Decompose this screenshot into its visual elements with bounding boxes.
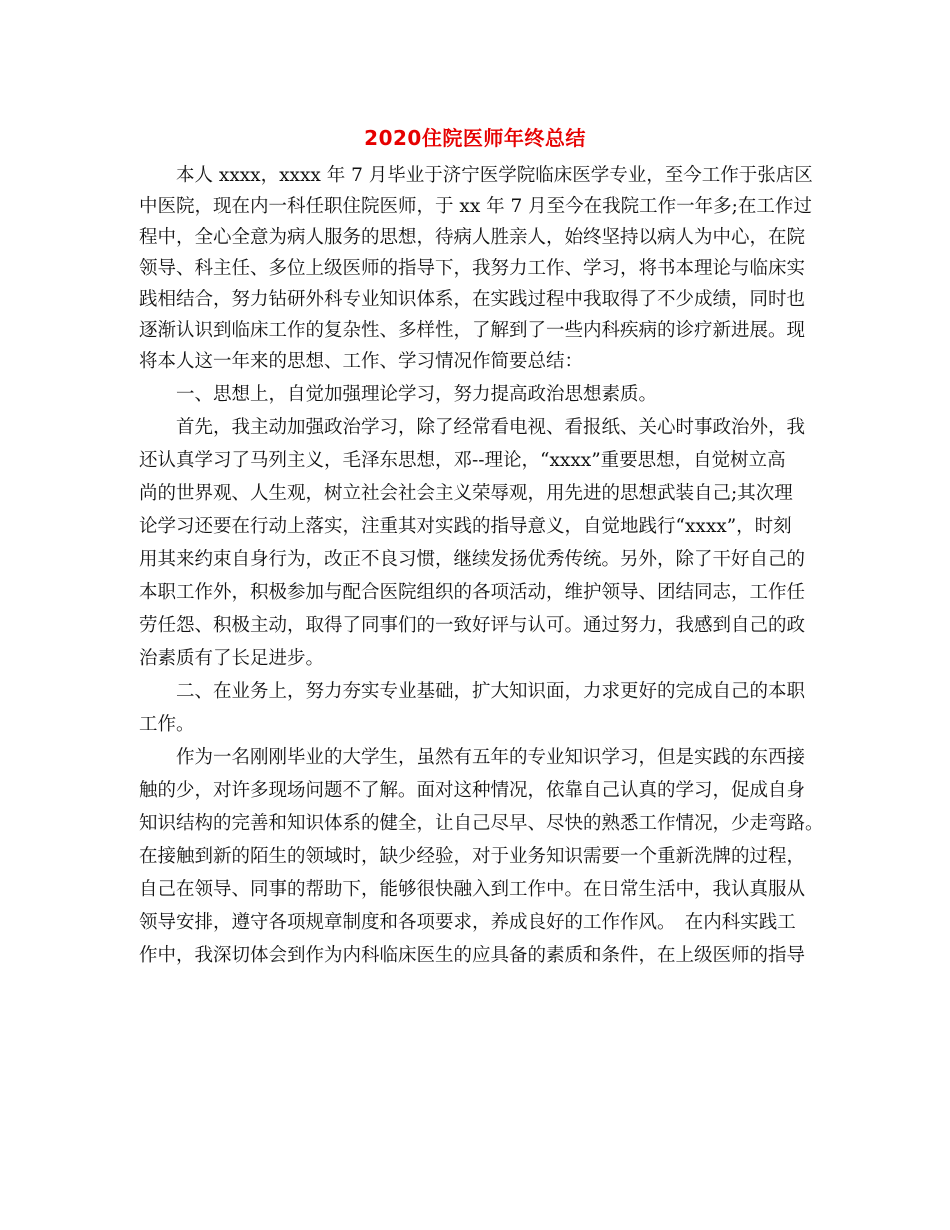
body-line: 尚的世界观、人生观，树立社会社会主义荣辱观，用先进的思想武装自己;其次理 [139, 483, 793, 504]
body-line: 领导安排，遵守各项规章制度和各项要求，养成良好的工作作风。 在内科实践工 [139, 912, 796, 933]
body-line: 还认真学习了马列主义，毛泽东思想，邓--理论，“xxxx”重要思想，自觉树立高 [139, 450, 786, 471]
body-line: 践相结合，努力钻研外科专业知识体系，在实践过程中我取得了不少成绩，同时也 [139, 289, 806, 310]
body-line: 中医院，现在内一科任职住院医师，于 xx 年 7 月至今在我院工作一年多;在工作过 [139, 196, 812, 217]
body-line: 劳任怨、积极主动，取得了同事们的一致好评与认可。通过努力，我感到自己的政 [139, 615, 806, 636]
body-line: 触的少，对许多现场问题不了解。面对这种情况，依靠自己认真的学习，促成自身 [139, 780, 806, 801]
body-line: 工作。 [139, 714, 195, 735]
section-heading-1: 一、思想上，自觉加强理论学习，努力提高政治思想素质。 [139, 384, 658, 405]
body-line: 逐渐认识到临床工作的复杂性、多样性，了解到了一些内科疾病的诊疗新进展。现 [139, 320, 806, 341]
body-line: 用其来约束自身行为，改正不良习惯，继续发扬优秀传统。另外，除了干好自己的 [139, 549, 806, 570]
body-line: 知识结构的完善和知识体系的健全，让自己尽早、尽快的熟悉工作情况，少走弯路。 [139, 813, 824, 834]
body-line: 将本人这一年来的思想、工作、学习情况作简要总结： [139, 351, 584, 372]
body-line: 自己在领导、同事的帮助下，能够很快融入到工作中。在日常生活中，我认真服从 [139, 879, 806, 900]
body-line: 程中，全心全意为病人服务的思想，待病人胜亲人，始终坚持以病人为中心，在院 [139, 227, 806, 248]
body-line: 领导、科主任、多位上级医师的指导下，我努力工作、学习，将书本理论与临床实 [139, 258, 806, 279]
body-line: 作中，我深切体会到作为内科临床医生的应具备的素质和条件，在上级医师的指导 [139, 945, 806, 966]
document-title: 2020住院医师年终总结 [364, 126, 586, 150]
body-line: 本职工作外，积极参加与配合医院组织的各项活动，维护领导、团结同志，工作任 [139, 582, 806, 603]
body-line: 首先，我主动加强政治学习，除了经常看电视、看报纸、关心时事政治外，我 [139, 417, 806, 438]
section-heading-2: 二、在业务上，努力夯实专业基础，扩大知识面，力求更好的完成自己的本职 [139, 681, 806, 702]
body-line: 作为一名刚刚毕业的大学生，虽然有五年的专业知识学习，但是实践的东西接 [139, 747, 806, 768]
body-line: 论学习还要在行动上落实，注重其对实践的指导意义，自觉地践行“xxxx”，时刻 [139, 516, 792, 537]
body-line: 本人 xxxx，xxxx 年 7 月毕业于济宁医学院临床医学专业，至今工作于张店区 [139, 165, 813, 186]
body-line: 在接触到新的陌生的领域时，缺少经验，对于业务知识需要一个重新洗牌的过程， [139, 846, 806, 867]
body-line: 治素质有了长足进步。 [139, 648, 325, 669]
